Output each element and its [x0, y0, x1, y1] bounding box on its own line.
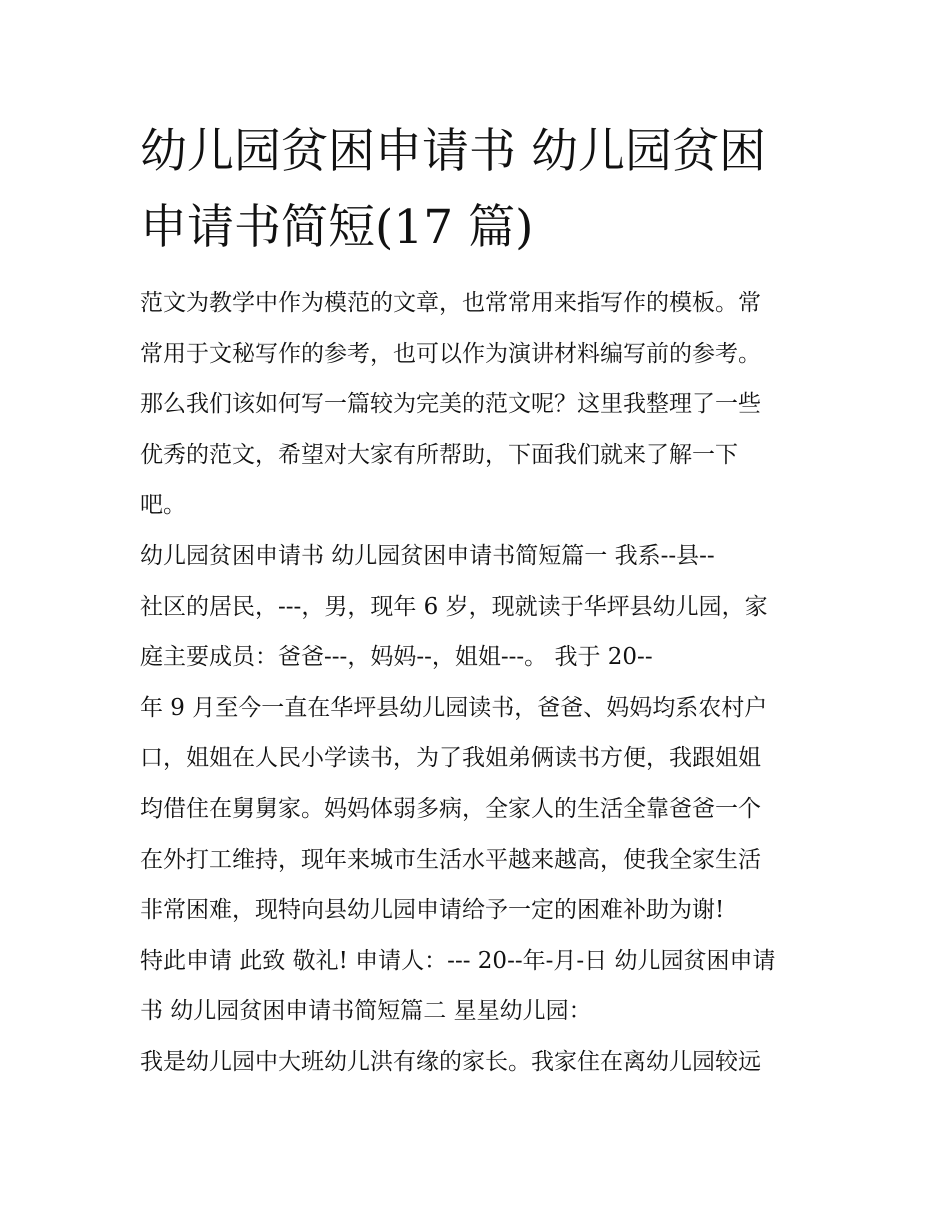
- body-line: 社区的居民，---，男，现年 6 岁，现就读于华坪县幼儿园，家: [140, 593, 768, 620]
- title-line: 幼儿园贫困申请书 幼儿园贫困: [140, 124, 766, 179]
- body-line: 在外打工维持，现年来城市生活水平越来越高，使我全家生活: [140, 846, 761, 873]
- document-title: [140, 114, 820, 266]
- body-line: 特此申请 此致 敬礼! 申请人：--- 20--年-月-日 幼儿园贫困申请: [140, 947, 776, 974]
- body-line: 书 幼儿园贫困申请书简短篇二 星星幼儿园：: [140, 998, 592, 1025]
- body-line: 范文为教学中作为模范的文章，也常常用来指写作的模板。常: [140, 290, 761, 316]
- body-line: 年 9 月至今一直在华坪县幼儿园读书，爸爸、妈妈均系农村户: [140, 694, 768, 721]
- body-line: 口，姐姐在人民小学读书，为了我姐弟俩读书方便，我跟姐姐: [140, 745, 761, 772]
- body-line: 吧。: [140, 492, 186, 519]
- body-line: 常用于文秘写作的参考，也可以作为演讲材料编写前的参考。: [140, 340, 761, 367]
- body-line: 庭主要成员：爸爸---，妈妈--，姐姐---。 我于 20--: [140, 644, 653, 671]
- document-body: [140, 278, 820, 1088]
- body-line: 我是幼儿园中大班幼儿洪有缘的家长。我家住在离幼儿园较远: [140, 1048, 761, 1075]
- title-line: 申请书简短(17 篇): [140, 200, 534, 255]
- body-line: 优秀的范文，希望对大家有所帮助，下面我们就来了解一下: [140, 441, 738, 468]
- body-line: 那么我们该如何写一篇较为完美的范文呢？这里我整理了一些: [140, 391, 761, 418]
- body-line: 均借住在舅舅家。妈妈体弱多病，全家人的生活全靠爸爸一个: [140, 795, 761, 822]
- body-line: 幼儿园贫困申请书 幼儿园贫困申请书简短篇一 我系--县--: [140, 542, 715, 569]
- body-line: 非常困难，现特向县幼儿园申请给予一定的困难补助为谢!: [140, 897, 725, 924]
